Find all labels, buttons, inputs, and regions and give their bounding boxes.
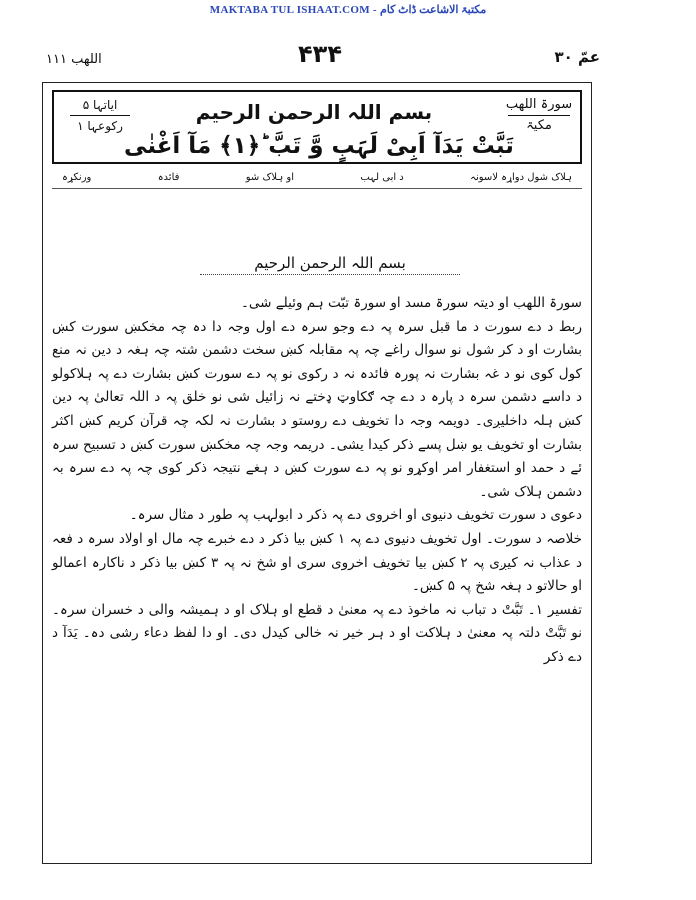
running-head [40, 40, 600, 74]
running-head-juz: عمّ ۳۰ [554, 48, 600, 66]
word-translation-item: ہلاک شول دواړہ لاسونہ [470, 172, 572, 183]
surah-header [52, 90, 582, 164]
commentary-body [52, 292, 582, 670]
paragraph-rabt: ربط د دے سورت د ما قبل سرہ پہ دے وجو سرہ دے اول وجہ دا دہ چہ مخکښ سورت کښ بشارت او د کر شول نو سوال راغے چہ پہ مقابلہ کښ سخت دشمن شتہ چہ ہغہ د دین نہ منع کول کوی نو د غہ بشارت نہ پورہ فائدہ نہ د رکوی نو پہ دے سورت کښ بشارت دے پہ ہلاکولو د داسے دشمن سرہ د پارہ د دے چہ ګکاوټ ډختے نہ زائیل شی نو خلق پہ د اللہ تعالیٰ پہ دین کښ ہلہ داخلیږی۔ دویمہ وجہ دا تخویف دے روستو د بشارت نہ لکہ چہ قرآن کریم کښ اکثر بشارت او تخویف یو ښل پسے ذکر کیدا یشی۔ دریمہ وجہ چہ مخکښ سورت کښ د تسبیح سرہ ئے د حمد او استغفار امر اوکړو نو پہ دے سورت کښ د ہغے نتیجہ ذکر کوی چہ پہ دے سرہ بہ دشمن ہلاک شی۔ [52, 318, 582, 500]
surah-label: سورۃ اللھب [505, 97, 573, 112]
ayat-ruku-divider [70, 115, 130, 116]
word-translation-item: ورنکړہ [62, 172, 92, 183]
running-head-surah: اللھب ۱۱۱ [46, 52, 102, 67]
bismillah-section: بسم اللہ الرحمن الرحیم [200, 254, 460, 275]
ruku-count: رکوعہا ۱ [77, 119, 123, 133]
word-translation-item: او ہلاک شو [245, 172, 295, 183]
ayat-count: ایاتہا ۵ [82, 98, 118, 112]
word-translation-row [52, 167, 582, 189]
paragraph-intro: سورۃ اللھب او دیتہ سورۃ مسد او سورۃ تبّت ہم وئیلے شی۔ [240, 295, 582, 311]
site-banner: MAKTABA TUL ISHAAT.COM - مکتبۃ الاشاعت ڈاٹ کام [209, 4, 487, 16]
paragraph-tafsir: تفسیر ۱۔ تَبَّتْ د تباب نہ ماخوذ دے پہ معنیٰ د قطع او ہلاک او د ہمیشہ والی د خسران سرہ۔ نو تَبَّتْ دلتہ پہ معنیٰ د ہلاکت او د ہر خیر نہ خالی کیدل دی۔ او دا لفظ دعاء رشی دہ۔ یَدَآ د دے ذکر [52, 601, 582, 665]
ayah-text: تَبَّتْ یَدَآ اَبِیْ لَہَبٍ وَّ تَبَّ ؕ﴿۱﴾ مَآ اَغْنٰی [124, 133, 514, 159]
ayat-ruku-info [60, 96, 140, 135]
paragraph-khulasa: خلاصہ د سورت۔ اول تخویف دنیوی دے پہ ۱ کښ بیا ذکر د دے خبرے چہ مال او اولاد سرہ د فعہ د عذاب نہ کیږی پہ ۲ کښ بیا تخویف اخروی سری او شخ نہ پہ ۳ کښ بیا ذکر د ناکارہ اعمالو او حالاتو د ہغہ شخ پہ ۵ کښ۔ [52, 530, 583, 595]
bismillah-header: بسم اللہ الرحمن الرحیم [195, 100, 433, 124]
surah-info [504, 96, 574, 135]
word-translation-item: د ابی لہب [360, 172, 404, 183]
word-translation-item: فائدہ [157, 172, 180, 183]
paragraph-dawa: دعوی د سورت تخویف دنیوی او اخروی دے پہ ذکر د ابولہب پہ طور د مثال سرہ۔ [129, 507, 582, 524]
revelation-place: مکیۃ [526, 118, 552, 133]
page-number: ۴۳۴ [298, 40, 342, 68]
surah-info-divider [508, 115, 570, 116]
